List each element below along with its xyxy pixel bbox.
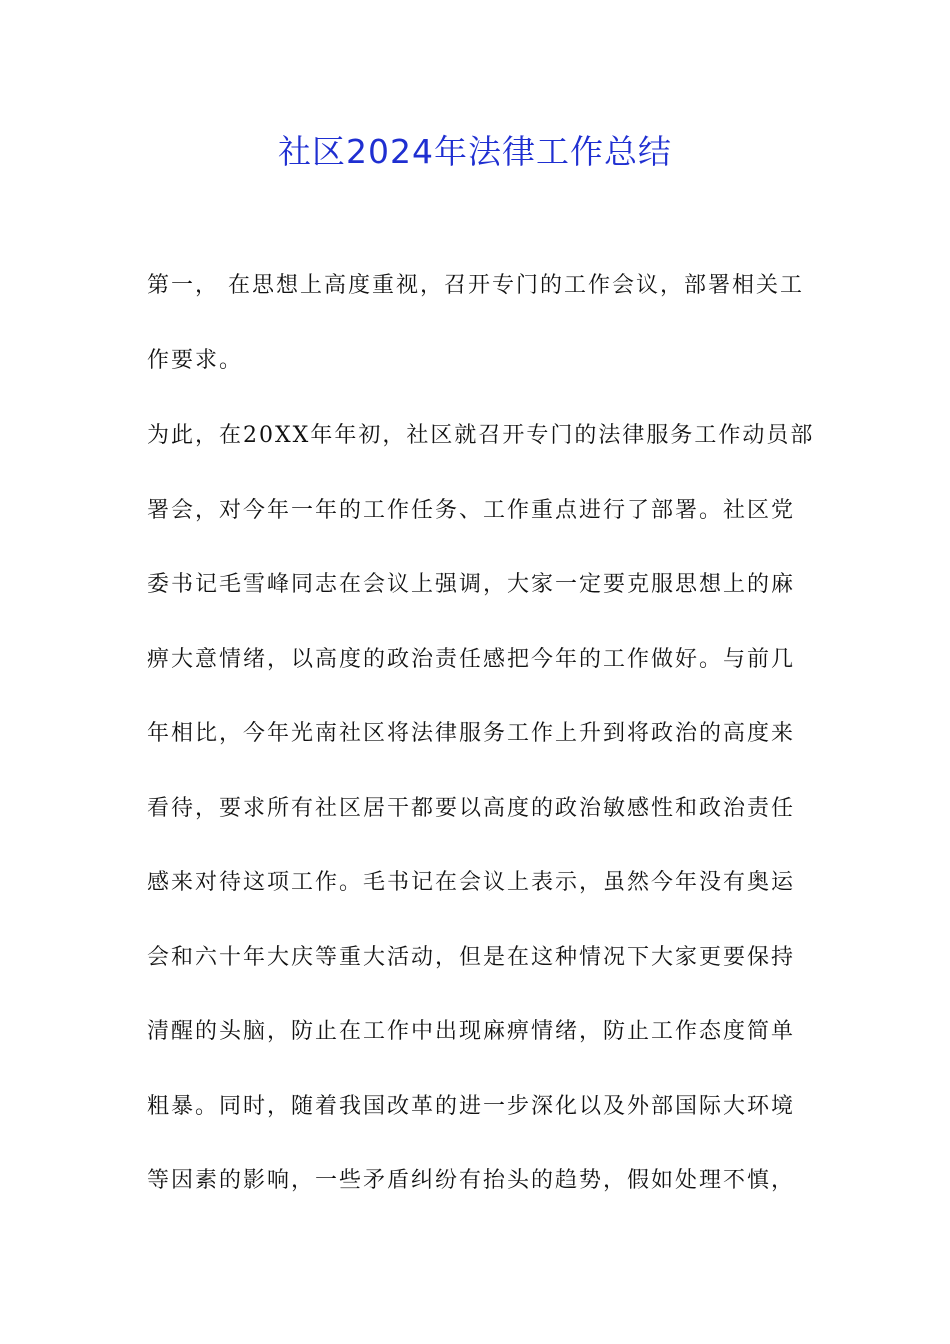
text-line: 为此，在20XX年年初，社区就召开专门的法律服务工作动员部 [147,423,815,448]
text-line: 看待，要求所有社区居干都要以高度的政治敏感性和政治责任 [147,795,796,821]
text-line: 年相比，今年光南社区将法律服务工作上升到将政治的高度来 [147,721,796,746]
text-line: 署会，对今年一年的工作任务、工作重点进行了部署。社区党 [147,497,796,523]
document-title: 社区2024年法律工作总结 [278,132,672,171]
text-line: 会和六十年大庆等重大活动，但是在这种情况下大家更要保持 [147,944,796,970]
text-line: 感来对待这项工作。毛书记在会议上表示，虽然今年没有奥运 [147,870,796,895]
paragraph-1 [147,270,807,419]
text-line: 等因素的影响，一些矛盾纠纷有抬头的趋势，假如处理不慎， [147,1168,796,1193]
text-line: 作要求。 [147,347,244,373]
text-line: 清醒的头脑，防止在工作中出现麻痹情绪，防止工作态度简单 [147,1019,796,1044]
text-line: 第一， 在思想上高度重视，召开专门的工作会议，部署相关工 [147,273,804,298]
text-line: 粗暴。同时，随着我国改革的进一步深化以及外部国际大环境 [147,1093,796,1119]
text-line: 痹大意情绪，以高度的政治责任感把今年的工作做好。与前几 [147,646,796,672]
paragraph-2 [147,420,815,1240]
text-line: 委书记毛雪峰同志在会议上强调，大家一定要克服思想上的麻 [147,572,796,597]
